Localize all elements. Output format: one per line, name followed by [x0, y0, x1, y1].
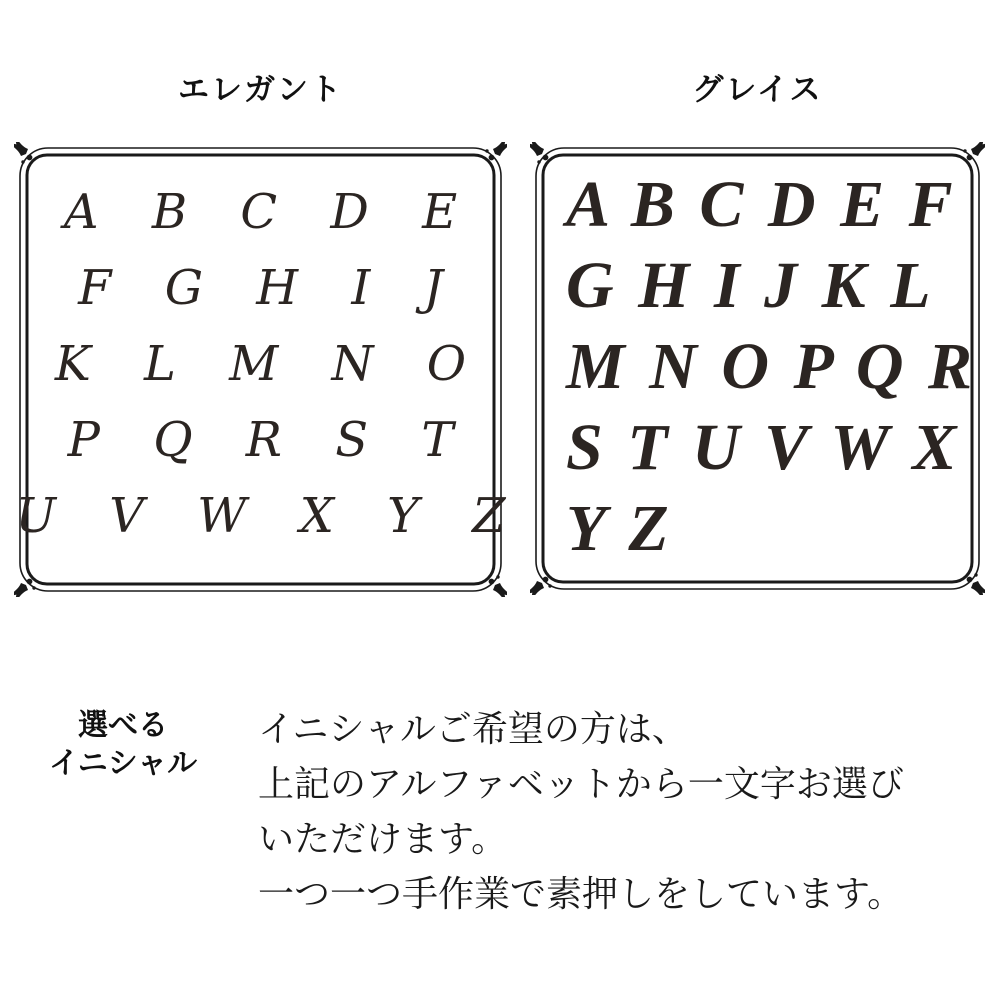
grace-alphabet [530, 142, 985, 595]
caption-body-line: 一つ一つ手作業で素押しをしています。 [258, 873, 904, 914]
alphabet-row: U V W X Y Z [15, 488, 506, 544]
alphabet-row: P Q R S T [67, 412, 454, 468]
elegant-alphabet [14, 142, 507, 597]
alphabet-row: Y Z [566, 492, 669, 565]
alphabet-row: G H I J K L [566, 249, 931, 322]
caption-label [42, 707, 204, 783]
alphabet-row: S T U V W X [566, 411, 957, 484]
caption-label-line: 選べる [78, 709, 168, 742]
alphabet-row: A B C D E F [566, 168, 953, 241]
elegant-sample-box [14, 142, 507, 597]
alphabet-row: K L M N O [54, 336, 467, 392]
panel-title-grace: グレイス [692, 72, 823, 107]
alphabet-row: M N O P Q R [566, 330, 973, 403]
caption-body [258, 701, 958, 921]
caption-body-line: 上記のアルファベットから一文字お選び [258, 763, 904, 804]
alphabet-row: A B C D E [63, 184, 458, 240]
caption-label-line: イニシャル [48, 747, 198, 780]
caption-body-line: イニシャルご希望の方は、 [258, 708, 688, 749]
panel-title-elegant: エレガント [178, 72, 343, 107]
alphabet-row: F G H I J [78, 260, 443, 316]
caption-body-line: いただけます。 [258, 818, 508, 859]
grace-sample-box [530, 142, 985, 595]
